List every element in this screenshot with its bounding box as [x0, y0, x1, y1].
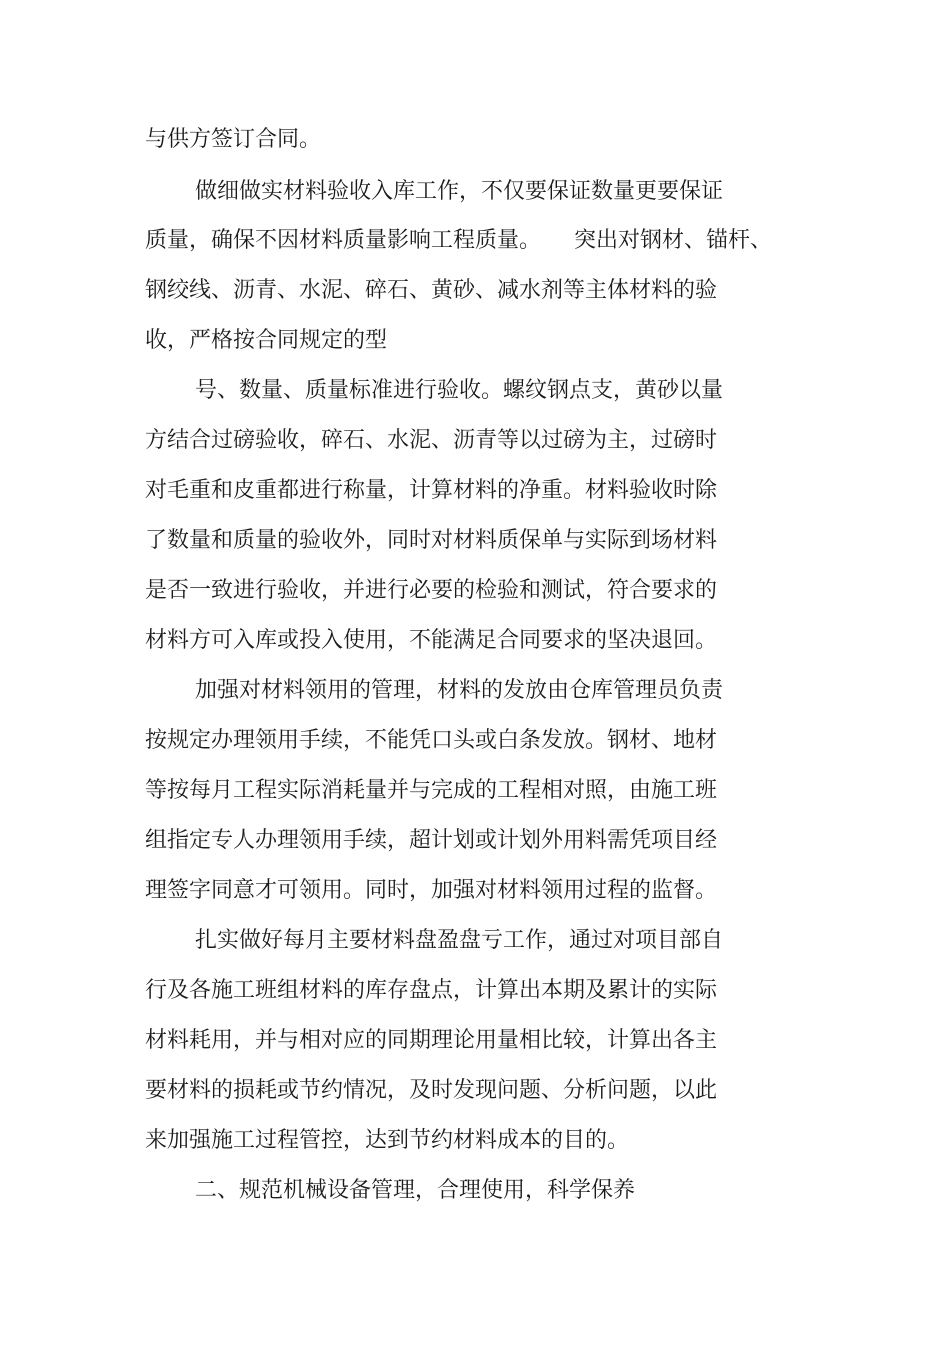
text-line: 理签字同意才可领用。同时，加强对材料领用过程的监督。 [145, 878, 718, 903]
text-line: 组指定专人办理领用手续，超计划或计划外用料需凭项目经 [145, 828, 718, 853]
text-line: 钢绞线、沥青、水泥、碎石、黄砂、减水剂等主体材料的验 [145, 278, 718, 303]
text-line: 质量，确保不因材料质量影响工程质量。 突出对钢材、锚杆、 [145, 228, 773, 253]
text-line: 来加强施工过程管控，达到节约材料成本的目的。 [145, 1128, 630, 1153]
text-line: 行及各施工班组材料的库存盘点，计算出本期及累计的实际 [145, 978, 718, 1003]
text-line: 与供方签订合同。 [145, 127, 322, 152]
paragraph-start-line: 扎实做好每月主要材料盘盈盘亏工作，通过对项目部自 [195, 928, 724, 953]
text-line: 材料耗用，并与相对应的同期理论用量相比较，计算出各主 [145, 1028, 718, 1053]
text-line: 要材料的损耗或节约情况，及时发现问题、分析问题，以此 [145, 1078, 718, 1103]
text-line: 方结合过磅验收，碎石、水泥、沥青等以过磅为主，过磅时 [145, 428, 718, 453]
paragraph-start-line: 加强对材料领用的管理，材料的发放由仓库管理员负责 [195, 678, 724, 703]
section-heading: 二、规范机械设备管理，合理使用，科学保养 [195, 1178, 636, 1203]
paragraph-start-line: 号、数量、质量标准进行验收。螺纹钢点支，黄砂以量 [195, 378, 724, 403]
text-line: 收，严格按合同规定的型 [145, 328, 388, 353]
text-line: 对毛重和皮重都进行称量，计算材料的净重。材料验收时除 [145, 478, 718, 503]
text-line: 是否一致进行验收，并进行必要的检验和测试，符合要求的 [145, 578, 718, 603]
text-line: 等按每月工程实际消耗量并与完成的工程相对照，由施工班 [145, 778, 718, 803]
paragraph-start-line: 做细做实材料验收入库工作，不仅要保证数量更要保证 [195, 179, 724, 204]
text-line: 材料方可入库或投入使用，不能满足合同要求的坚决退回。 [145, 628, 718, 653]
text-line: 按规定办理领用手续，不能凭口头或白条发放。钢材、地材 [145, 728, 718, 753]
text-line: 了数量和质量的验收外，同时对材料质保单与实际到场材料 [145, 528, 718, 553]
